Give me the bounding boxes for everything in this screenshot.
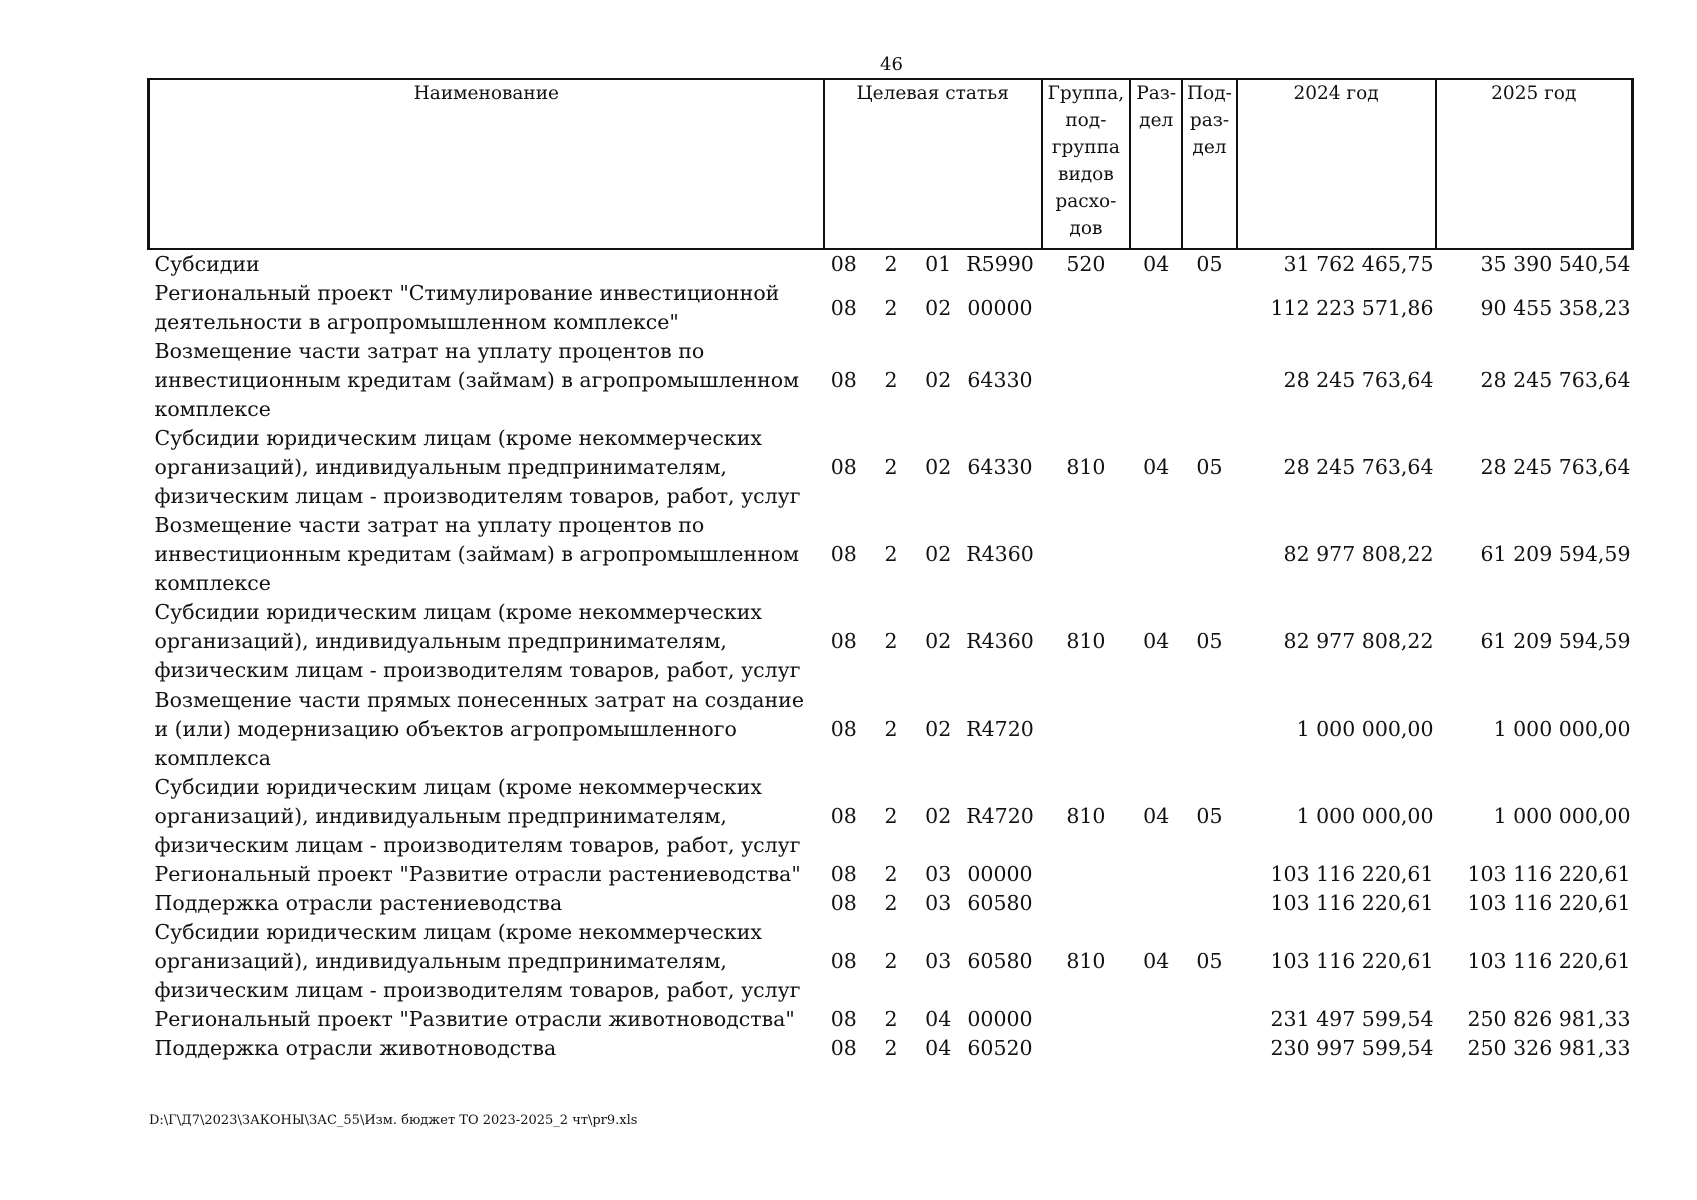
row-direction-code: 00000 xyxy=(967,1007,1033,1031)
header-expense-group: Группа, под-группа видов расхо-дов xyxy=(1042,79,1130,249)
row-expense-group: 810 xyxy=(1066,804,1106,828)
row-program-code: 08 xyxy=(830,1007,857,1031)
row-program-code: 08 xyxy=(830,1036,857,1060)
row-direction-code: R4720 xyxy=(966,804,1034,828)
table-row xyxy=(149,424,1633,511)
row-subsection xyxy=(1182,889,1236,918)
row-amount-2025: 1 000 000,00 xyxy=(1493,716,1631,741)
row-name: Субсидии юридическим лицам (кроме некоммерческих организаций), индивидуальным предпринимателям, физическим лицам - производителям товаров, работ, услуг xyxy=(154,775,801,857)
row-name: Возмещение части затрат на уплату процентов по инвестиционным кредитам (займам) в агропромышленном комплексе xyxy=(154,339,800,421)
row-amount-2025: 35 390 540,54 xyxy=(1480,252,1631,276)
row-amount-2024: 1 000 000,00 xyxy=(1296,716,1434,741)
table-row xyxy=(149,1005,1633,1034)
row-direction-code: R4720 xyxy=(966,716,1034,741)
row-subsection xyxy=(1182,1005,1236,1034)
row-amount-2024: 231 497 599,54 xyxy=(1270,1007,1434,1031)
row-subsection xyxy=(1182,685,1236,773)
row-subprogram-code: 2 xyxy=(884,629,898,653)
row-subprogram-code: 2 xyxy=(884,368,898,392)
row-program-code: 08 xyxy=(830,455,857,479)
row-section: 04 xyxy=(1143,629,1170,653)
row-project-code: 04 xyxy=(925,1036,952,1060)
row-section xyxy=(1130,685,1182,773)
header-section: Раз-дел xyxy=(1130,79,1182,249)
row-section: 04 xyxy=(1143,252,1170,276)
row-expense-group: 810 xyxy=(1066,455,1106,479)
row-program-code: 08 xyxy=(830,629,857,653)
table-header-row xyxy=(149,79,1633,249)
row-program-code: 08 xyxy=(830,949,857,973)
page-number: 46 xyxy=(880,54,903,75)
row-expense-group xyxy=(1042,1005,1130,1034)
row-subsection xyxy=(1182,860,1236,889)
header-year-2024: 2024 год xyxy=(1237,79,1436,249)
table-row xyxy=(149,249,1633,279)
row-amount-2024: 103 116 220,61 xyxy=(1270,891,1434,915)
row-name: Региональный проект "Развитие отрасли растениеводства" xyxy=(154,862,801,886)
row-name: Возмещение части прямых понесенных затрат на создание и (или) модернизацию объектов агропромышленного комплекса xyxy=(154,687,804,770)
row-program-code: 08 xyxy=(830,542,857,566)
row-name: Региональный проект "Стимулирование инвестиционной деятельности в агропромышленном комплексе" xyxy=(154,281,780,334)
row-amount-2025: 90 455 358,23 xyxy=(1480,295,1631,320)
header-year-2025: 2025 год xyxy=(1436,79,1633,249)
row-subprogram-code: 2 xyxy=(884,716,898,741)
row-direction-code: 64330 xyxy=(967,455,1033,479)
table-row xyxy=(149,1034,1633,1063)
row-amount-2024: 31 762 465,75 xyxy=(1283,252,1434,276)
row-amount-2025: 103 116 220,61 xyxy=(1467,949,1631,973)
row-amount-2024: 1 000 000,00 xyxy=(1296,804,1434,828)
row-amount-2024: 103 116 220,61 xyxy=(1270,862,1434,886)
row-program-code: 08 xyxy=(830,716,857,741)
header-name: Наименование xyxy=(149,79,824,249)
row-expense-group xyxy=(1042,337,1130,424)
row-subprogram-code: 2 xyxy=(884,862,898,886)
table-row xyxy=(149,918,1633,1005)
row-expense-group xyxy=(1042,889,1130,918)
row-amount-2024: 28 245 763,64 xyxy=(1283,455,1434,479)
row-subsection: 05 xyxy=(1196,455,1223,479)
row-subprogram-code: 2 xyxy=(884,542,898,566)
row-program-code: 08 xyxy=(830,891,857,915)
row-program-code: 08 xyxy=(830,252,857,276)
row-section: 04 xyxy=(1143,455,1170,479)
row-direction-code: R4360 xyxy=(966,629,1034,653)
row-project-code: 03 xyxy=(925,891,952,915)
row-subprogram-code: 2 xyxy=(884,252,898,276)
row-amount-2024: 103 116 220,61 xyxy=(1270,949,1434,973)
table-row xyxy=(149,511,1633,598)
row-amount-2025: 1 000 000,00 xyxy=(1493,804,1631,828)
row-project-code: 02 xyxy=(925,368,952,392)
row-section: 04 xyxy=(1143,804,1170,828)
row-name: Региональный проект "Развитие отрасли животноводства" xyxy=(154,1007,795,1031)
row-direction-code: 60580 xyxy=(967,949,1033,973)
row-amount-2025: 103 116 220,61 xyxy=(1467,891,1631,915)
row-amount-2025: 250 826 981,33 xyxy=(1467,1007,1631,1031)
row-expense-group xyxy=(1042,685,1130,773)
table-row xyxy=(149,889,1633,918)
row-subprogram-code: 2 xyxy=(884,295,898,320)
row-program-code: 08 xyxy=(830,295,857,320)
row-name: Субсидии юридическим лицам (кроме некоммерческих организаций), индивидуальным предпринимателям, физическим лицам - производителям товаров, работ, услуг xyxy=(154,600,801,682)
row-project-code: 02 xyxy=(925,629,952,653)
row-amount-2025: 28 245 763,64 xyxy=(1480,368,1631,392)
row-amount-2024: 82 977 808,22 xyxy=(1283,629,1434,653)
row-expense-group xyxy=(1042,1034,1130,1063)
row-name: Субсидии xyxy=(154,252,260,276)
row-name: Субсидии юридическим лицам (кроме некоммерческих организаций), индивидуальным предпринимателям, физическим лицам - производителям товаров, работ, услуг xyxy=(154,920,801,1002)
row-expense-group: 810 xyxy=(1066,629,1106,653)
row-direction-code: 60580 xyxy=(967,891,1033,915)
row-section xyxy=(1130,1005,1182,1034)
row-project-code: 02 xyxy=(925,804,952,828)
table-row xyxy=(149,337,1633,424)
row-program-code: 08 xyxy=(830,804,857,828)
row-amount-2025: 28 245 763,64 xyxy=(1480,455,1631,479)
row-project-code: 04 xyxy=(925,1007,952,1031)
row-project-code: 02 xyxy=(925,716,952,741)
row-name: Поддержка отрасли растениеводства xyxy=(154,891,563,915)
header-target-article: Целевая статья xyxy=(824,79,1042,249)
row-section xyxy=(1130,860,1182,889)
row-amount-2025: 103 116 220,61 xyxy=(1467,862,1631,886)
budget-table xyxy=(147,78,1634,1063)
row-project-code: 02 xyxy=(925,295,952,320)
row-subprogram-code: 2 xyxy=(884,804,898,828)
row-subsection xyxy=(1182,1034,1236,1063)
row-section xyxy=(1130,1034,1182,1063)
row-amount-2024: 230 997 599,54 xyxy=(1270,1036,1434,1060)
row-amount-2025: 61 209 594,59 xyxy=(1480,629,1631,653)
row-section xyxy=(1130,279,1182,337)
row-name: Возмещение части затрат на уплату процентов по инвестиционным кредитам (займам) в агропромышленном комплексе xyxy=(154,513,800,595)
row-name: Поддержка отрасли животноводства xyxy=(154,1036,557,1060)
row-expense-group xyxy=(1042,860,1130,889)
row-subsection: 05 xyxy=(1196,949,1223,973)
row-name: Субсидии юридическим лицам (кроме некоммерческих организаций), индивидуальным предпринимателям, физическим лицам - производителям товаров, работ, услуг xyxy=(154,426,801,508)
row-project-code: 02 xyxy=(925,455,952,479)
row-project-code: 03 xyxy=(925,862,952,886)
row-project-code: 02 xyxy=(925,542,952,566)
row-amount-2025: 250 326 981,33 xyxy=(1467,1036,1631,1060)
row-subprogram-code: 2 xyxy=(884,455,898,479)
row-expense-group xyxy=(1042,279,1130,337)
table-row xyxy=(149,279,1633,337)
row-project-code: 03 xyxy=(925,949,952,973)
row-section xyxy=(1130,511,1182,598)
row-subprogram-code: 2 xyxy=(884,1036,898,1060)
row-project-code: 01 xyxy=(925,252,952,276)
row-section xyxy=(1130,337,1182,424)
row-subsection xyxy=(1182,279,1236,337)
row-amount-2024: 28 245 763,64 xyxy=(1283,368,1434,392)
row-subsection: 05 xyxy=(1196,629,1223,653)
row-subprogram-code: 2 xyxy=(884,891,898,915)
row-direction-code: 00000 xyxy=(967,295,1033,320)
table-row xyxy=(149,598,1633,685)
header-subsection: Под-раз-дел xyxy=(1182,79,1236,249)
row-expense-group xyxy=(1042,511,1130,598)
row-direction-code: 00000 xyxy=(967,862,1033,886)
row-program-code: 08 xyxy=(830,862,857,886)
row-subsection xyxy=(1182,511,1236,598)
row-subsection: 05 xyxy=(1196,804,1223,828)
table-row xyxy=(149,773,1633,860)
row-subprogram-code: 2 xyxy=(884,1007,898,1031)
table-body xyxy=(149,249,1633,1063)
table-row xyxy=(149,860,1633,889)
row-expense-group: 810 xyxy=(1066,949,1106,973)
row-direction-code: 60520 xyxy=(967,1036,1033,1060)
table-row xyxy=(149,685,1633,773)
row-amount-2025: 61 209 594,59 xyxy=(1480,542,1631,566)
row-direction-code: R5990 xyxy=(966,252,1034,276)
row-subprogram-code: 2 xyxy=(884,949,898,973)
row-direction-code: 64330 xyxy=(967,368,1033,392)
row-subsection: 05 xyxy=(1196,252,1223,276)
row-amount-2024: 82 977 808,22 xyxy=(1283,542,1434,566)
row-section xyxy=(1130,889,1182,918)
row-program-code: 08 xyxy=(830,368,857,392)
row-amount-2024: 112 223 571,86 xyxy=(1270,295,1434,320)
row-section: 04 xyxy=(1143,949,1170,973)
row-expense-group: 520 xyxy=(1066,252,1106,276)
row-subsection xyxy=(1182,337,1236,424)
footer-file-path: D:\Г\Д7\2023\ЗАКОНЫ\ЗАС_55\Изм. бюджет ТО 2023-2025_2 чт\pr9.xls xyxy=(149,1113,638,1128)
row-direction-code: R4360 xyxy=(966,542,1034,566)
